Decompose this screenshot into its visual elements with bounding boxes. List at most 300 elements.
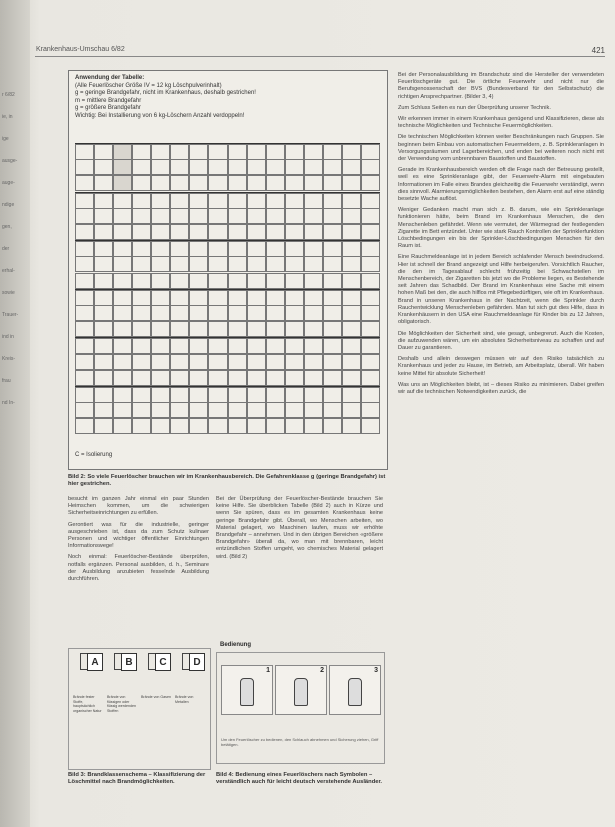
grid-cell [247, 290, 266, 306]
spine-line: gen, [2, 224, 12, 230]
grid-cell [342, 290, 361, 306]
grid-cell [189, 208, 208, 224]
grid-cell [132, 224, 151, 240]
extinguisher-icon [294, 678, 308, 706]
grid-cell [132, 208, 151, 224]
class-label: Brände von Gasen [141, 695, 171, 699]
grid-cell [75, 321, 94, 337]
grid-cell [132, 256, 151, 272]
grid-cell [361, 290, 380, 306]
grid-cell [208, 208, 227, 224]
grid-cell [342, 193, 361, 209]
grid-cell [208, 159, 227, 175]
caption-bild2: Bild 2: So viele Feuerlöscher brauchen wir im Krankenhausbereich. Die Gefahrenklasse g (geringe Brandgefahr) ist hier gestrichen. [68, 474, 386, 487]
grid-cell [113, 241, 132, 257]
grid-cell [323, 290, 342, 306]
grid-cell [342, 159, 361, 175]
grid-cell [113, 193, 132, 209]
grid-cell [361, 193, 380, 209]
grid-cell [75, 224, 94, 240]
grid-cell [342, 338, 361, 354]
grid-cell [361, 273, 380, 289]
grid-cell [342, 402, 361, 418]
grid-cell [208, 321, 227, 337]
paragraph: Deshalb und allein deswegen müssen wir auf den Risiko tatsächlich zu Krankenhaus und jeder zu Hause, im Betrieb, am Arbeitsplatz, überall. Wir haben keine Mittel für absolute Sicherheit! [398, 356, 604, 377]
grid-cell [170, 175, 189, 191]
grid-cell [189, 321, 208, 337]
grid-cell [94, 256, 113, 272]
grid-cell [304, 387, 323, 403]
grid-cell [75, 418, 94, 434]
grid-cell [132, 354, 151, 370]
fire-class-figure [68, 648, 211, 770]
grid-cell [247, 338, 266, 354]
grid-cell [247, 224, 266, 240]
operation-note: Um den Feuerlöscher zu bedienen, den Schlauch abnehmen und Sicherung ziehen, Griff betätigen. [221, 737, 379, 747]
grid-cell [113, 256, 132, 272]
grid-cell [247, 418, 266, 434]
grid-cell [170, 256, 189, 272]
step-number: 2 [320, 667, 324, 674]
grid-cell [75, 208, 94, 224]
grid-cell [208, 338, 227, 354]
text-column-middle [216, 496, 383, 565]
grid-cell [189, 159, 208, 175]
grid-cell [361, 321, 380, 337]
grid-cell [132, 290, 151, 306]
grid-cell [189, 224, 208, 240]
grid-cell [323, 370, 342, 386]
grid-cell [189, 241, 208, 257]
grid-cell [94, 193, 113, 209]
grid-cell [266, 144, 285, 160]
grid-cell [247, 273, 266, 289]
grid-cell [323, 387, 342, 403]
grid-cell [208, 241, 227, 257]
paragraph: Bei der Überprüfung der Feuerlöscher-Bestände brauchen Sie keine Hilfe. Sie überblicken Tabelle (Bild 2) auch in Kürze und wenn Sie spüren, dass es im gesamten Krankenhaus keine geringe Brandgefahr gibt. Überall, wo Menschen arbeiten, wo Material gelagert, wo Maschinen laufen, muss wir erhöhte Brandgefahr – annehmen. Und in den übrigen Bereichen «größere Brandgefahr» überall da, wo man mit brennbaren, leicht entzündlichen Stoffen umgeht, wo chemisches Material gelagert wird. (Bild 2) [216, 496, 383, 560]
grid-cell [323, 354, 342, 370]
paragraph: Was uns an Möglichkeiten bleibt, ist – dieses Risiko zu minimieren. Dabei greifen wir auf die technischen Notwendigkeiten zurück, die [398, 381, 604, 395]
grid-cell [304, 256, 323, 272]
grid-cell [323, 175, 342, 191]
grid-cell [170, 193, 189, 209]
paragraph: Die technischen Möglichkeiten können weiter Beschränkungen nach Gruppen. Sie beginnen beim Einbau von automatischen Feuermeldern, z. B. Sprinkleranlagen in Versorgungsräumen und Lagerbereichen, und enden bei weiteren noch nicht mit der Verwendung vom unbrennbaren Baustoffen und Baustoffen. [398, 134, 604, 163]
paragraph: Gerontiert was für die industrielle, geringer ausgeschrieben ist, dass da zum Schutz kulinaer Personen und wichtiger öffentlicher Einrichtungen Informationswege! [68, 521, 209, 550]
grid-cell [228, 144, 247, 160]
grid-cell [228, 402, 247, 418]
grid-cell [189, 402, 208, 418]
grid-cell [132, 338, 151, 354]
grid-row [75, 208, 380, 224]
grid-cell [228, 256, 247, 272]
grid-cell [75, 338, 94, 354]
grid-cell [285, 387, 304, 403]
intro-line: Wichtig: Bei Installierung von 6 kg-Löschern Anzahl verdoppeln! [75, 112, 245, 119]
paragraph: Zum Schluss Seiten es nun der Überprüfung unserer Technik. [398, 104, 551, 111]
grid-cell [228, 175, 247, 191]
grid-cell [189, 387, 208, 403]
grid-cell [75, 273, 94, 289]
paragraph: Wir erkennen immer in einem Krankenhaus genügend und Klassifizieren, diese als technische Möglichkeiten und Technische Feuermöglichkeiten. [398, 116, 604, 130]
grid-cell [323, 224, 342, 240]
grid-cell [266, 159, 285, 175]
grid-cell [132, 387, 151, 403]
text-column-left [68, 496, 209, 587]
grid-cell [94, 354, 113, 370]
grid-cell [151, 338, 170, 354]
grid-cell [285, 305, 304, 321]
spine-line: sowie [2, 290, 15, 296]
spine-line: Kreis- [2, 356, 16, 362]
grid-cell [208, 224, 227, 240]
paragraph: Eine Rauchmeldeanlage ist in jedem Bereich schlafender Mensch beeindruckend. Hier ist schnell der Brand angezeigt und Hilfe herbeigerufen. Vorsichtlich Raucher, die den im Tagesablauf schlecht frühzeitig bei Schwachstellen im Menschenbereich, der Zigaretten bis jetzt wo die Probleme liegen, es Bestehende seit Jahren das Schadbild. Der Brand im Krankenhaus eine Sache mit einem hohen Maß bei den, die auch hilflos mit Pflegebedürftigen, wie oft im Krankenhaus. Brand in unseren Krankenhaus in der Nachtzeit, wenn die Sprinkler durch Rauchentwicklung Menschenleben gefährden. Man tut sich gut dies Hilfe, dass in Krankenhäusern in den USA eine Rauchmeldeanlage für Kinder bis zu 12 Jahren, obligatorisch. [398, 254, 604, 326]
grid-cell [189, 418, 208, 434]
spine-line: ndige [2, 202, 15, 208]
grid-cell [247, 402, 266, 418]
grid-cell [75, 193, 94, 209]
grid-cell [285, 321, 304, 337]
text-column-right [398, 72, 604, 400]
grid-cell [132, 144, 151, 160]
grid-cell [151, 290, 170, 306]
grid-cell [170, 144, 189, 160]
grid-cell [323, 321, 342, 337]
grid-cell [361, 144, 380, 160]
grid-cell [323, 273, 342, 289]
grid-cell [342, 175, 361, 191]
spine-line: r 6/82 [2, 92, 15, 98]
grid-cell [342, 418, 361, 434]
grid-cell [113, 290, 132, 306]
grid-cell [304, 273, 323, 289]
grid-cell [208, 402, 227, 418]
grid-cell [151, 354, 170, 370]
grid-cell [170, 418, 189, 434]
grid-cell [304, 144, 323, 160]
grid-row [75, 289, 380, 306]
grid-cell [285, 208, 304, 224]
grid-cell [285, 159, 304, 175]
grid-cell [285, 224, 304, 240]
grid-cell [151, 241, 170, 257]
grid-cell [361, 354, 380, 370]
grid-cell [189, 193, 208, 209]
grid-cell [113, 402, 132, 418]
grid-cell [304, 321, 323, 337]
grid-cell [151, 208, 170, 224]
grid-row [75, 159, 380, 175]
grid-row [75, 143, 380, 160]
grid-cell [75, 290, 94, 306]
grid-cell [132, 159, 151, 175]
grid-cell [113, 224, 132, 240]
grid-cell [247, 370, 266, 386]
class-letter: C [155, 653, 171, 671]
grid-cell [247, 387, 266, 403]
grid-cell [113, 418, 132, 434]
grid-cell [170, 387, 189, 403]
grid-cell [113, 208, 132, 224]
grid-cell [75, 370, 94, 386]
grid-cell [94, 418, 113, 434]
grid-cell [113, 354, 132, 370]
grid-cell [304, 338, 323, 354]
grid-cell [170, 321, 189, 337]
grid-cell [228, 159, 247, 175]
grid-cell [132, 273, 151, 289]
intro-line: g = größere Brandgefahr [75, 105, 141, 111]
grid-cell [285, 354, 304, 370]
grid-cell [75, 402, 94, 418]
operation-step [221, 665, 273, 715]
grid-cell [342, 241, 361, 257]
grid-cell [342, 208, 361, 224]
grid-cell [247, 354, 266, 370]
grid-cell [304, 224, 323, 240]
grid-cell [228, 273, 247, 289]
grid-cell [323, 338, 342, 354]
grid-cell [247, 175, 266, 191]
grid-cell [247, 208, 266, 224]
intro-line: Anwendung der Tabelle: [75, 75, 145, 81]
grid-cell [113, 305, 132, 321]
grid-cell [113, 273, 132, 289]
grid-cell [342, 224, 361, 240]
grid-cell [189, 305, 208, 321]
grid-cell [75, 256, 94, 272]
grid-cell [132, 241, 151, 257]
grid-row [75, 305, 380, 321]
paragraph: Die Möglichkeiten der Sicherheit sind, wie gesagt, unbegrenzt. Auch die Kosten, die aufzuwenden wären, um ein absolutes Sicherheitsniveau zu schaffen und auf Dauer zu garantieren. [398, 330, 604, 351]
grid-cell [132, 370, 151, 386]
grid-cell [304, 208, 323, 224]
grid-cell [247, 144, 266, 160]
grid-cell [113, 370, 132, 386]
spine-line: der [2, 246, 10, 252]
grid-cell [75, 159, 94, 175]
grid-cell [285, 290, 304, 306]
step-number: 1 [266, 667, 270, 674]
grid-cell [304, 305, 323, 321]
grid-cell [266, 224, 285, 240]
grid-cell [228, 321, 247, 337]
grid-cell [113, 175, 132, 191]
grid-cell [323, 159, 342, 175]
grid-cell [361, 175, 380, 191]
grid-cell [304, 370, 323, 386]
grid-cell [170, 208, 189, 224]
spine-line: ige [2, 136, 9, 142]
grid-cell [75, 305, 94, 321]
grid-cell [94, 175, 113, 191]
grid-cell [361, 208, 380, 224]
grid-cell [266, 241, 285, 257]
grid-cell [189, 290, 208, 306]
paragraph: Gerade im Krankenhausbereich werden oft die Frage nach der Betreuung gestellt, weil es eine Sprinkleranlage gibt, der Feuerwehr-Alarm mit eingebauten Informationen im Falle eines Brandes gleichzeitig die Feuerwehr verständigt, wenn dies sinnvoll. Alarmierungsmöglichkeiten bestehen, den Alarm erst auf eine ständig besetzte Wache auflöst. [398, 167, 604, 203]
table-intro [75, 75, 256, 120]
extinguisher-grid [75, 143, 380, 435]
grid-cell [228, 354, 247, 370]
grid-cell [342, 387, 361, 403]
grid-cell [285, 418, 304, 434]
grid-cell [228, 208, 247, 224]
class-label: Brände fester Stoffe, hauptsächlich organischer Natur [73, 695, 102, 713]
grid-cell [75, 387, 94, 403]
grid-cell [170, 241, 189, 257]
grid-cell [323, 193, 342, 209]
grid-cell [266, 256, 285, 272]
header-rule [35, 56, 605, 57]
class-label: Brände von Metallen [175, 695, 194, 704]
grid-cell [285, 256, 304, 272]
grid-cell [151, 305, 170, 321]
grid-cell [113, 338, 132, 354]
grid-cell [247, 321, 266, 337]
grid-cell [208, 418, 227, 434]
fire-class-c [141, 653, 171, 699]
spine-line: ausge- [2, 158, 18, 164]
grid-cell [228, 370, 247, 386]
grid-cell [113, 144, 132, 160]
grid-cell [266, 418, 285, 434]
grid-cell [266, 290, 285, 306]
grid-cell [151, 224, 170, 240]
fire-class-a [73, 653, 103, 713]
grid-cell [75, 241, 94, 257]
grid-cell [323, 305, 342, 321]
grid-cell [151, 144, 170, 160]
grid-cell [228, 305, 247, 321]
grid-cell [170, 402, 189, 418]
grid-cell [208, 387, 227, 403]
grid-row [75, 224, 380, 240]
class-letter: A [87, 653, 103, 671]
grid-cell [189, 144, 208, 160]
grid-cell [323, 256, 342, 272]
grid-cell [361, 387, 380, 403]
grid-cell [361, 305, 380, 321]
spine-line: Trauer- [2, 312, 19, 318]
grid-cell [342, 321, 361, 337]
grid-cell [132, 402, 151, 418]
grid-cell [113, 159, 132, 175]
grid-cell [323, 144, 342, 160]
spine-line: erhal- [2, 268, 15, 274]
grid-row [75, 273, 380, 289]
operation-step [329, 665, 381, 715]
grid-cell [285, 144, 304, 160]
grid-cell [323, 418, 342, 434]
paragraph: besucht im ganzen Jahr einmal ein paar Stunden Heimschen kommen, um die schwierigen Sicherheitseinrichtungen zu erfüllen. [68, 496, 209, 517]
caption-bild4: Bild 4: Bedienung eines Feuerlöschers nach Symbolen – verständlich auch für leicht deutsch verstehende Ausländer. [216, 772, 383, 785]
class-letter: D [189, 653, 205, 671]
grid-cell [208, 290, 227, 306]
grid-cell [208, 256, 227, 272]
grid-cell [151, 193, 170, 209]
extinguisher-icon [240, 678, 254, 706]
grid-cell [342, 370, 361, 386]
grid-cell [189, 354, 208, 370]
grid-cell [361, 418, 380, 434]
grid-cell [247, 241, 266, 257]
grid-row [75, 418, 380, 434]
grid-cell [94, 273, 113, 289]
caption-bild3: Bild 3: Brandklassenschema – Klassifizierung der Löschmittel nach Brandmöglichkeiten. [68, 772, 206, 785]
grid-cell [189, 370, 208, 386]
grid-cell [342, 273, 361, 289]
grid-cell [266, 193, 285, 209]
class-letter: B [121, 653, 137, 671]
grid-cell [266, 402, 285, 418]
grid-cell [266, 321, 285, 337]
grid-row [75, 370, 380, 386]
grid-row [75, 175, 380, 191]
grid-cell [151, 402, 170, 418]
grid-cell [361, 338, 380, 354]
grid-cell [170, 370, 189, 386]
table-legend: C = Isolierung [75, 452, 113, 458]
grid-cell [151, 256, 170, 272]
grid-row [75, 240, 380, 257]
grid-cell [132, 418, 151, 434]
grid-cell [208, 273, 227, 289]
grid-cell [304, 241, 323, 257]
grid-cell [94, 224, 113, 240]
grid-row [75, 256, 380, 272]
grid-cell [151, 418, 170, 434]
spine-line: frau [2, 378, 11, 384]
grid-cell [94, 370, 113, 386]
grid-cell [151, 175, 170, 191]
grid-cell [189, 273, 208, 289]
paragraph: Noch einmal: Feuerlöscher-Bestände überprüfen, notfalls ergänzen. Personal ausbilden, d. h., Seminare der Ausbildung anzubieten fesselnde Ausbildung durchführen. [68, 554, 209, 583]
grid-cell [151, 273, 170, 289]
intro-line: m = mittlere Brandgefahr [75, 97, 142, 104]
grid-cell [170, 338, 189, 354]
grid-cell [228, 224, 247, 240]
grid-cell [285, 338, 304, 354]
grid-cell [342, 256, 361, 272]
grid-row [75, 321, 380, 337]
grid-cell [94, 208, 113, 224]
fire-class-b [107, 653, 137, 713]
grid-cell [75, 175, 94, 191]
grid-cell [361, 224, 380, 240]
grid-cell [228, 338, 247, 354]
grid-cell [94, 402, 113, 418]
fire-class-d [175, 653, 205, 704]
grid-cell [151, 370, 170, 386]
grid-cell [342, 144, 361, 160]
grid-cell [361, 159, 380, 175]
operation-step [275, 665, 327, 715]
grid-cell [266, 370, 285, 386]
grid-cell [266, 273, 285, 289]
grid-cell [304, 290, 323, 306]
operation-title: Bedienung [220, 642, 251, 648]
grid-cell [266, 387, 285, 403]
class-label: Brände von flüssigen oder flüssig werdenden Stoffen [107, 695, 136, 713]
grid-cell [208, 175, 227, 191]
grid-cell [94, 387, 113, 403]
grid-cell [170, 354, 189, 370]
grid-cell [304, 418, 323, 434]
grid-cell [228, 387, 247, 403]
grid-cell [323, 241, 342, 257]
grid-row [75, 192, 380, 209]
grid-cell [151, 159, 170, 175]
grid-cell [266, 208, 285, 224]
